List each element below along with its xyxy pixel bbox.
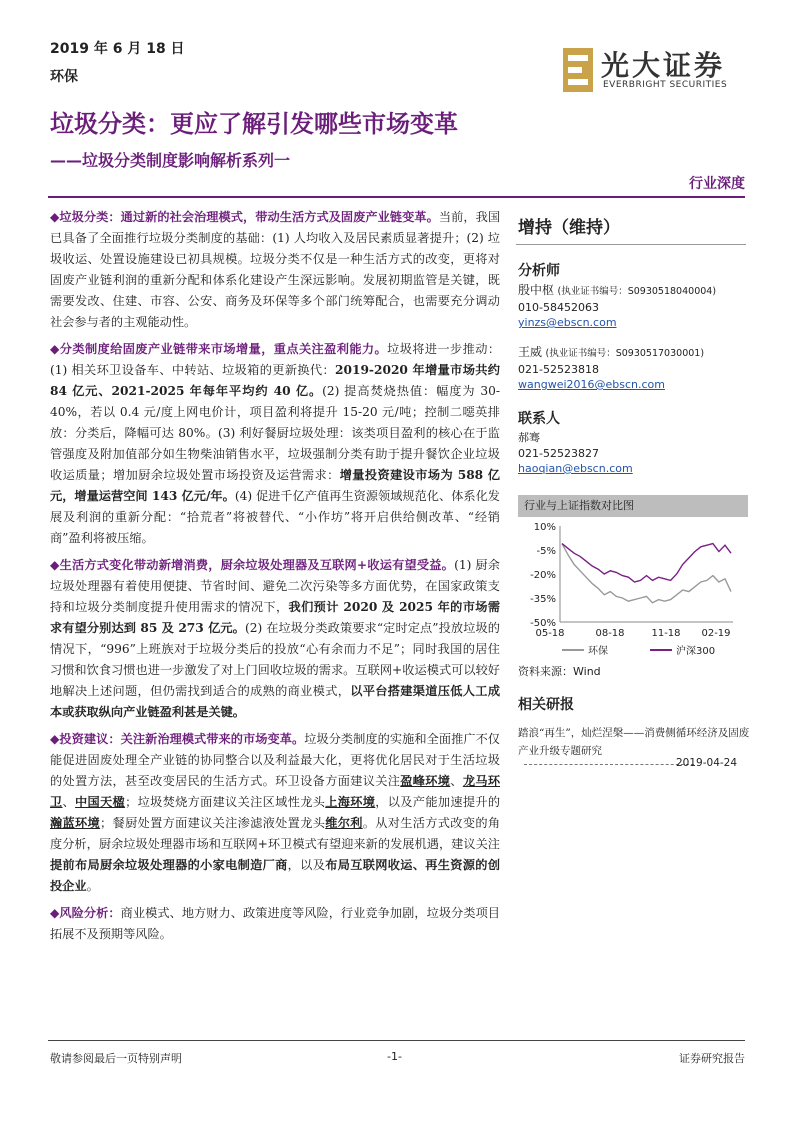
related-report-divider xyxy=(524,764,694,765)
company-longma: 龙马环卫 xyxy=(50,774,501,809)
analyst-1-cert: (执业证书编号：S0930518040004) xyxy=(557,286,717,297)
sector-label: 环保 xyxy=(50,69,78,85)
investment-text-7: 。 xyxy=(86,879,99,893)
analyst-2-email[interactable]: wangwei2016@ebscn.com xyxy=(518,378,665,391)
chart-title: 行业与上证指数对比图 xyxy=(518,495,748,517)
market-increment-text-1: 垃圾将进一步推动：(1) 相关环卫设备车、中转站、垃圾箱的更新换代： xyxy=(50,342,501,377)
contact-name: 郝骞 xyxy=(518,431,540,444)
legend-label: 环保 xyxy=(588,646,608,657)
x-tick-label: 05-18 xyxy=(535,628,565,639)
market-increment-lead: ◆分类制度给固废产业链带来市场增量，重点关注盈利能力。 xyxy=(50,342,388,356)
consumption-text-2: (2) 在垃圾分类政策要求“定时定点”投放垃圾的情况下，“996”上班族对于垃圾分类后的投放“心有余而力不足”；同时我国的居住习惯和饮食习惯也进一步激发了对上门回收垃圾的需求。互联网+收运模式可以较好地解决上述问题，但仍需找到适合的成熟的商业模式， xyxy=(50,621,500,698)
series-line-环保 xyxy=(562,544,731,603)
x-tick-label: 11-18 xyxy=(651,628,681,639)
company-shanghai-env: 上海环境 xyxy=(325,795,376,809)
footer-disclaimer[interactable]: 敬请参阅最后一页特别声明 xyxy=(50,1052,182,1065)
footer-report-type: 证券研究报告 xyxy=(679,1052,745,1065)
consumption-paragraph xyxy=(50,555,500,723)
report-body xyxy=(50,207,500,951)
separator-2: 、 xyxy=(62,795,76,809)
y-tick-label: -50% xyxy=(530,618,556,629)
contact-email[interactable]: haoqian@ebscn.com xyxy=(518,462,633,475)
analyst-1 xyxy=(518,282,753,329)
analyst-2 xyxy=(518,344,753,391)
report-date: 2019 年 6 月 18 日 xyxy=(50,41,185,57)
investment-text-6: ，以及 xyxy=(287,858,326,872)
analyst-2-name: 王威 xyxy=(518,345,543,359)
x-tick-label: 08-18 xyxy=(595,628,625,639)
investment-paragraph xyxy=(50,729,500,897)
investment-bold-2: 布局互联网收运、再生资源的创投企业 xyxy=(50,858,501,893)
summary-paragraph xyxy=(50,207,500,333)
investment-text-3: ，以及产能加速提升的 xyxy=(375,795,501,809)
company-welle: 维尔利 xyxy=(325,816,363,830)
rating-divider xyxy=(516,244,746,245)
analysts-heading: 分析师 xyxy=(518,263,560,279)
investment-text-2: ；垃圾焚烧方面建议关注区域性龙头 xyxy=(125,795,326,809)
related-report-date: 2019-04-24 xyxy=(676,757,738,769)
y-tick-label: -5% xyxy=(536,546,556,557)
contact-phone: 021-52523827 xyxy=(518,447,599,460)
y-tick-label: -20% xyxy=(530,570,556,581)
analyst-1-name: 殷中枢 xyxy=(518,283,555,297)
footer-divider xyxy=(48,1040,745,1041)
market-increment-bold-2: 增量投资建设市场为 588 亿元，增量运营空间 143 亿元/年。 xyxy=(50,468,500,503)
risk-lead: ◆风险分析： xyxy=(50,906,121,920)
consumption-lead: ◆生活方式变化带动新增消费，厨余垃圾处理器及互联网+收运有望受益。 xyxy=(50,558,455,572)
contact-heading: 联系人 xyxy=(518,411,560,427)
x-tick-label: 02-19 xyxy=(701,628,731,639)
summary-lead: ◆垃圾分类：通过新的社会治理模式，带动生活方式及固废产业链变革。 xyxy=(50,210,439,224)
chart-source: 资料来源：Wind xyxy=(518,665,601,678)
investment-text-5: 。从对生活方式改变的角度分析，厨余垃圾处理器市场和互联网+环卫模式有望迎来新的发展机遇，建议关注 xyxy=(50,816,501,851)
analyst-2-phone: 021-52523818 xyxy=(518,363,599,376)
investment-text-1: 垃圾分类制度的实施和全面推广不仅能促进固废处理全产业链的协同整合以及利益最大化，更将优化居民对于生活垃圾的处置方法，甚至改变居民的生活方式。环卫设备方面建议关注 xyxy=(50,732,500,788)
company-tianying: 中国天楹 xyxy=(75,795,126,809)
logo-english-name: EVERBRIGHT SECURITIES xyxy=(603,80,728,90)
related-reports-heading: 相关研报 xyxy=(518,697,574,713)
market-increment-text-3: (4) 促进千亿产值再生资源领域规范化、体系化发展及利润的重新分配：“拾荒者”将被替代、“小作坊”将开启供给侧改革、“经销商”盈利将被压缩。 xyxy=(50,489,500,545)
company-grandblue: 瀚蓝环境 xyxy=(50,816,101,830)
analyst-1-email[interactable]: yinzs@ebscn.com xyxy=(518,316,617,329)
separator-1: 、 xyxy=(450,774,463,788)
header-divider xyxy=(48,196,745,198)
risk-paragraph xyxy=(50,903,500,945)
investment-text-4: ；餐厨处置方面建议关注渗滤液处置龙头 xyxy=(100,816,326,830)
analyst-1-phone: 010-58452063 xyxy=(518,301,599,314)
investment-bold-1: 提前布局厨余垃圾处理器的小家电制造厂商 xyxy=(50,858,288,872)
rating: 增持（维持） xyxy=(518,218,620,238)
market-increment-paragraph xyxy=(50,339,500,549)
page-title: 垃圾分类：更应了解引发哪些市场变革 xyxy=(50,110,458,138)
consumption-bold-1: 我们预计 2020 及 2025 年的市场需求有望分别达到 85 及 273 亿元。 xyxy=(50,600,501,635)
y-tick-label: 10% xyxy=(533,522,556,533)
index-comparison-chart xyxy=(518,520,748,662)
company-logo xyxy=(563,44,753,98)
legend-label: 沪深300 xyxy=(676,646,716,657)
related-report-title[interactable]: 踏浪“再生”，灿烂涅槃——消费侧循环经济及固废产业升级专题研究 xyxy=(518,727,750,757)
consumption-text-1: (1) 厨余垃圾处理器有着使用便捷、节省时间、避免二次污染等多方面优势，在国家政策支持和垃圾分类制度提升使用需求的情况下， xyxy=(50,558,500,614)
market-increment-bold-1: 2019-2020 年增量市场共约 84 亿元、2021-2025 年每年平均约 40 亿。 xyxy=(50,363,500,398)
investment-lead: ◆投资建议：关注新治理模式带来的市场变革。 xyxy=(50,732,305,746)
summary-text: 当前，我国已具备了全面推行垃圾分类制度的基础：(1) 人均收入及居民素质显著提升；(2) 垃圾收运、处置设施建设已初具规模。垃圾分类不仅是一种生活方式的改变，更将对固废产业链利润的重新分配和体系化建设产生深远影响。发展初期监管是关键，既需要发改、住建、市容、公安、商务及环保等多个部门统筹配合，也需要充分调动社会参与者的主观能动性。 xyxy=(50,210,501,329)
contact-person xyxy=(518,430,753,475)
logo-chinese-name: 光大证券 xyxy=(601,49,726,82)
report-type-tag: 行业深度 xyxy=(689,176,745,192)
risk-text: 商业模式、地方财力、政策进度等风险，行业竞争加剧，垃圾分类项目拓展不及预期等风险。 xyxy=(50,906,500,941)
market-increment-text-2: (2) 提高焚烧热值：幅度为 30-40%，若以 0.4 元/度上网电价计，项目盈利将提升 15-20 元/吨；控制二噁英排放：分类后，降幅可达 80%。(3) 利好餐厨垃圾处理：该类项目盈利的核心在于监管强度及附加值部分如生物柴油销售水平，垃圾强制分类有助于提升餐饮企业垃圾收运质量；增加厨余垃圾处置市场投资及运营需求： xyxy=(50,384,500,482)
company-yingfeng: 盈峰环境 xyxy=(400,774,451,788)
analyst-2-cert: (执业证书编号：S0930517030001) xyxy=(545,348,705,359)
page-subtitle: ——垃圾分类制度影响解析系列一 xyxy=(50,151,291,170)
consumption-bold-2: 以平台搭建渠道压低人工成本或获取纵向产业链盈利甚是关键。 xyxy=(50,684,501,719)
logo-mark-icon xyxy=(563,48,593,92)
y-tick-label: -35% xyxy=(530,594,556,605)
page-number: -1- xyxy=(387,1050,402,1063)
series-line-沪深300 xyxy=(562,544,731,582)
